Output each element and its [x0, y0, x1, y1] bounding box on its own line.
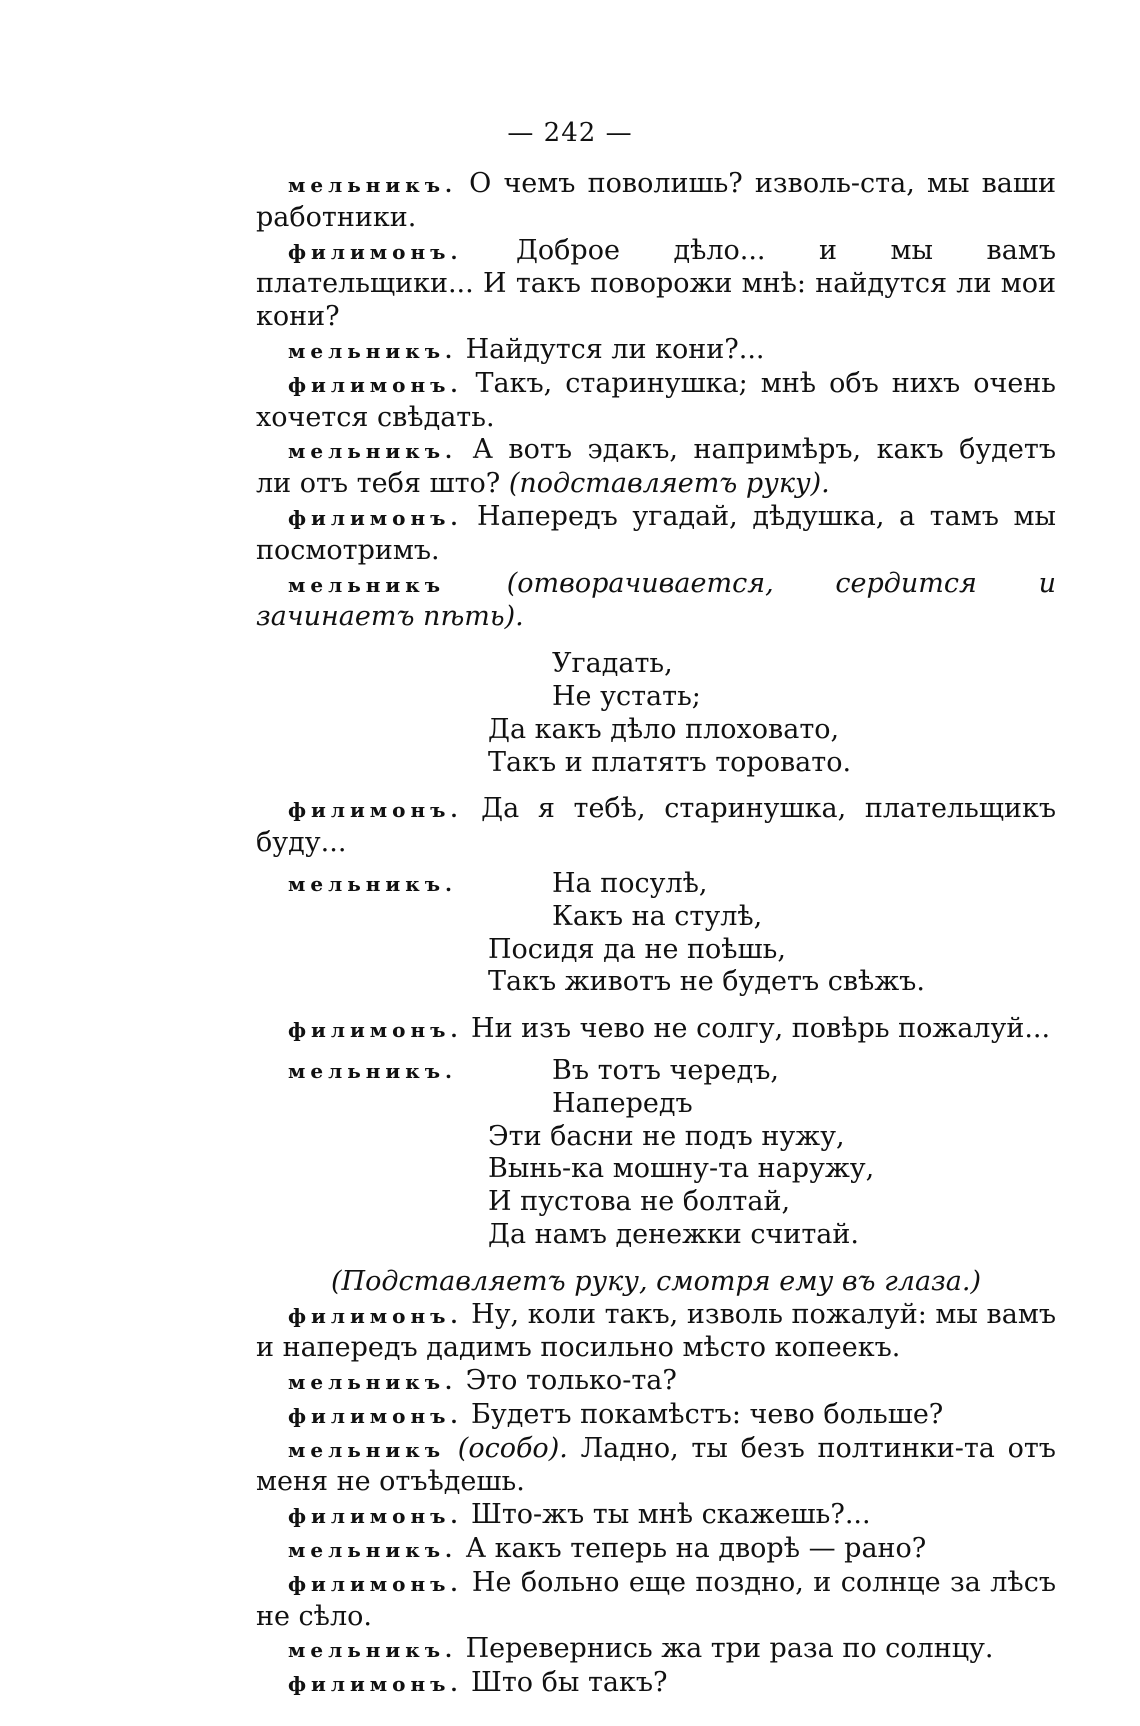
verse-line: Посидя да не поѣшь, [488, 933, 786, 965]
speaker-name: филимонъ. [288, 798, 463, 823]
line-text: О чемъ поволишь? изволь-ста, мы ваши работники. [256, 168, 1056, 233]
verse-line: И пустова не болтай, [488, 1186, 791, 1218]
dialogue-line [256, 1667, 1056, 1701]
line-text: Будетъ покамѣстъ: чево больше? [462, 1398, 944, 1430]
dialogue-line [256, 1633, 1056, 1667]
dialogue-line [256, 1433, 1056, 1500]
line-text: Ладно, ты безъ полтинки-та отъ меня не отъѣдешь. [256, 1432, 1056, 1498]
speaker-name: мельникъ [288, 1437, 446, 1462]
dialogue-line [256, 1399, 1056, 1433]
line-text: Ни изъ чево не солгу, повѣрь пожалуй... [462, 1013, 1051, 1045]
song-block [288, 1055, 1056, 1252]
verse-line: Угадать, [552, 648, 673, 680]
dialogue-line [256, 793, 1056, 860]
verse-line: Эти басни не подъ нужу, [488, 1120, 845, 1152]
line-text: А вотъ эдакъ, напримѣръ, какъ будетъ ли отъ тебя што? [256, 434, 1056, 500]
dialogue-line [256, 235, 1056, 334]
speaker-name: филимонъ. [288, 505, 463, 530]
dialogue-line [256, 568, 1056, 635]
stage-direction-inline: (отворачивается, сердится и зачинаетъ пѣть). [256, 567, 1056, 633]
speaker-name: мельникъ. [288, 1538, 457, 1563]
stage-direction-inline: (подставляетъ руку). [500, 468, 830, 500]
verse-line: Да намъ денежки считай. [488, 1218, 859, 1250]
line-text: Такъ, старинушка; мнѣ объ нихъ очень хочется свѣдать. [256, 367, 1056, 433]
speaker-name: филимонъ. [288, 239, 463, 264]
speaker-name: филимонъ. [288, 1672, 463, 1697]
line-text: Ну, коли такъ, изволь пожалуй: мы вамъ и напередъ дадимъ посильно мѣсто копеекъ. [256, 1298, 1056, 1364]
line-text: Што бы такъ? [462, 1667, 668, 1699]
verse-line: Напередъ [552, 1087, 693, 1119]
line-text: Што-жъ ты мнѣ скажешь?... [462, 1499, 871, 1531]
speaker-name: мельникъ. [288, 871, 457, 896]
dialogue-line [256, 334, 1056, 368]
verse-block [488, 648, 1056, 779]
line-text: Напередъ угадай, дѣдушка, а тамъ мы посмотримъ. [256, 500, 1056, 566]
dialogue-line [256, 368, 1056, 435]
stage-direction-inline: (особо). [445, 1432, 568, 1464]
speaker-name: мельникъ. [288, 173, 457, 197]
stage-direction: (Подставляетъ руку, смотря ему въ глаза.) [331, 1265, 981, 1297]
line-text: Найдутся ли кони?... [457, 333, 765, 365]
dialogue-line [256, 1365, 1056, 1399]
song-block [288, 868, 1056, 999]
line-text: А какъ теперь на дворѣ — рано? [457, 1533, 927, 1565]
verse-line: Не устать; [552, 680, 701, 712]
verse-line: Вынь-ка мошну-та наружу, [488, 1153, 875, 1185]
speaker-name: филимонъ. [288, 1571, 463, 1596]
speaker-name: мельникъ. [288, 1638, 457, 1663]
speaker-name: филимонъ. [288, 372, 463, 397]
speaker-name: мельникъ. [288, 338, 457, 363]
line-text: Да я тебѣ, старинушка, плательщикъ буду... [256, 793, 1056, 859]
verse-block [488, 1055, 874, 1252]
dialogue-line [256, 1013, 1056, 1047]
speaker-name: мельникъ. [288, 1370, 457, 1395]
speaker-name: мельникъ [288, 572, 446, 597]
verse-line: Какъ на стулѣ, [552, 900, 763, 932]
dialogue-line [256, 434, 1056, 501]
line-text: Не больно еще поздно, и солнце за лѣсъ не сѣло. [256, 1566, 1056, 1632]
speaker-name: филимонъ. [288, 1303, 463, 1328]
verse-line: Да какъ дѣло плоховато, [488, 713, 840, 745]
verse-line: Такъ животъ не будетъ свѣжъ. [488, 966, 925, 998]
speaker-name: филимонъ. [288, 1403, 463, 1428]
dialogue-line [256, 1533, 1056, 1567]
dialogue-line [256, 501, 1056, 568]
page-number: — 242 — [507, 118, 633, 148]
dialogue-line [256, 1567, 1056, 1634]
speaker-name: мельникъ. [288, 439, 457, 464]
dialogue-line [256, 1299, 1056, 1366]
line-text: Это только-та? [457, 1365, 677, 1397]
speaker-name: филимонъ. [288, 1018, 463, 1043]
verse-line: Такъ и платятъ торовато. [488, 746, 852, 778]
verse-line: Въ тотъ чередъ, [552, 1054, 779, 1086]
page-text [256, 168, 1056, 1701]
line-text: Доброе дѣло... и мы вамъ плательщики... И такъ поворожи мнѣ: найдутся ли мои кони? [256, 234, 1056, 333]
dialogue-line [256, 168, 1056, 235]
speaker-name: филимонъ. [288, 1504, 463, 1529]
speaker-name: мельникъ. [288, 1058, 457, 1083]
verse-block [488, 868, 925, 999]
verse-line: На посулѣ, [552, 867, 708, 899]
line-text: Перевернись жа три раза по солнцу. [457, 1633, 994, 1665]
dialogue-line [256, 1499, 1056, 1533]
